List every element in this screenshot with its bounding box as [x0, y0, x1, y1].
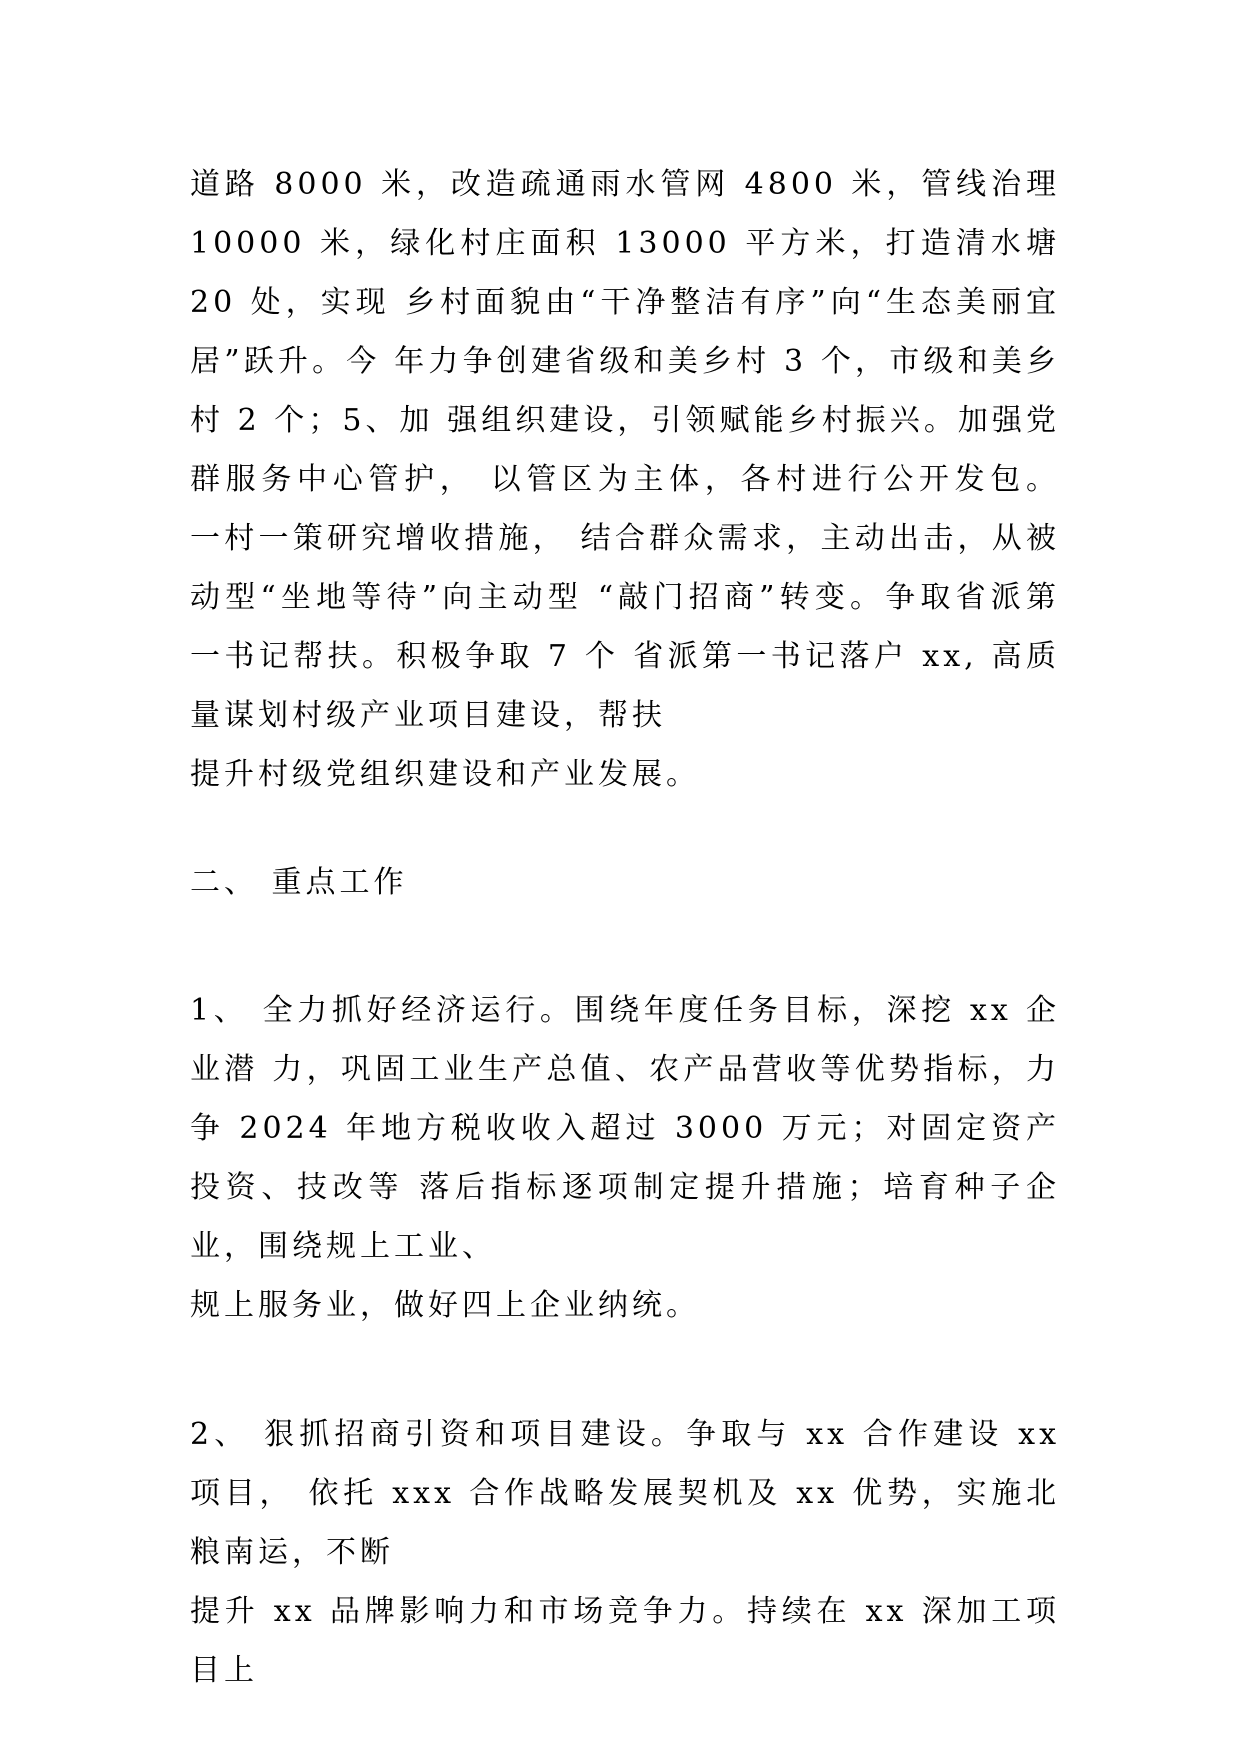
intro-paragraph	[190, 155, 1060, 804]
item-1-paragraph-line: 1、 全力抓好经济运行。围绕年度任务目标，深挖 xx 企业潜 力，巩固工业生产总值、农产品营收等优势指标，力争 2024 年地方税收收入超过 3000 万元；对固定资产投资、技改等 落后指标逐项制定提升措施；培育种子企业，围绕规上工业、	[190, 993, 1060, 1264]
section-heading: 二、 重点工作	[190, 865, 408, 900]
intro-paragraph-line: 提升村级党组织建设和产业发展。	[190, 757, 700, 792]
item-2-paragraph-line: 提升 xx 品牌影响力和市场竞争力。持续在 xx 深加工项目上	[190, 1594, 1060, 1688]
item-1-paragraph-line: 规上服务业，做好四上企业纳统。	[190, 1288, 700, 1323]
intro-paragraph-line: 道路 8000 米，改造疏通雨水管网 4800 米，管线治理 10000 米，绿化村庄面积 13000 平方米，打造清水塘 20 处，实现 乡村面貌由“干净整洁有序”向“生态美丽宜居”跃升。今 年力争创建省级和美乡村 3 个，市级和美乡村 2 个；5、加 强组织建设，引领赋能乡村振兴。加强党群服务中心管护， 以管区为主体，各村进行公开发包。 一村一策研究增收措施， 结合群众需求，主动出击，从被动型“坐地等待”向主动型 “敲门招商”转变。争取省派第一书记帮扶。积极争取 7 个 省派第一书记落户 xx, 高质量谋划村级产业项目建设，帮扶	[190, 167, 1060, 733]
item-1-paragraph	[190, 981, 1060, 1335]
item-2-paragraph	[190, 1405, 1060, 1700]
item-2-paragraph-line: 2、 狠抓招商引资和项目建设。争取与 xx 合作建设 xx 项目， 依托 xxx 合作战略发展契机及 xx 优势，实施北粮南运，不断	[190, 1417, 1060, 1570]
